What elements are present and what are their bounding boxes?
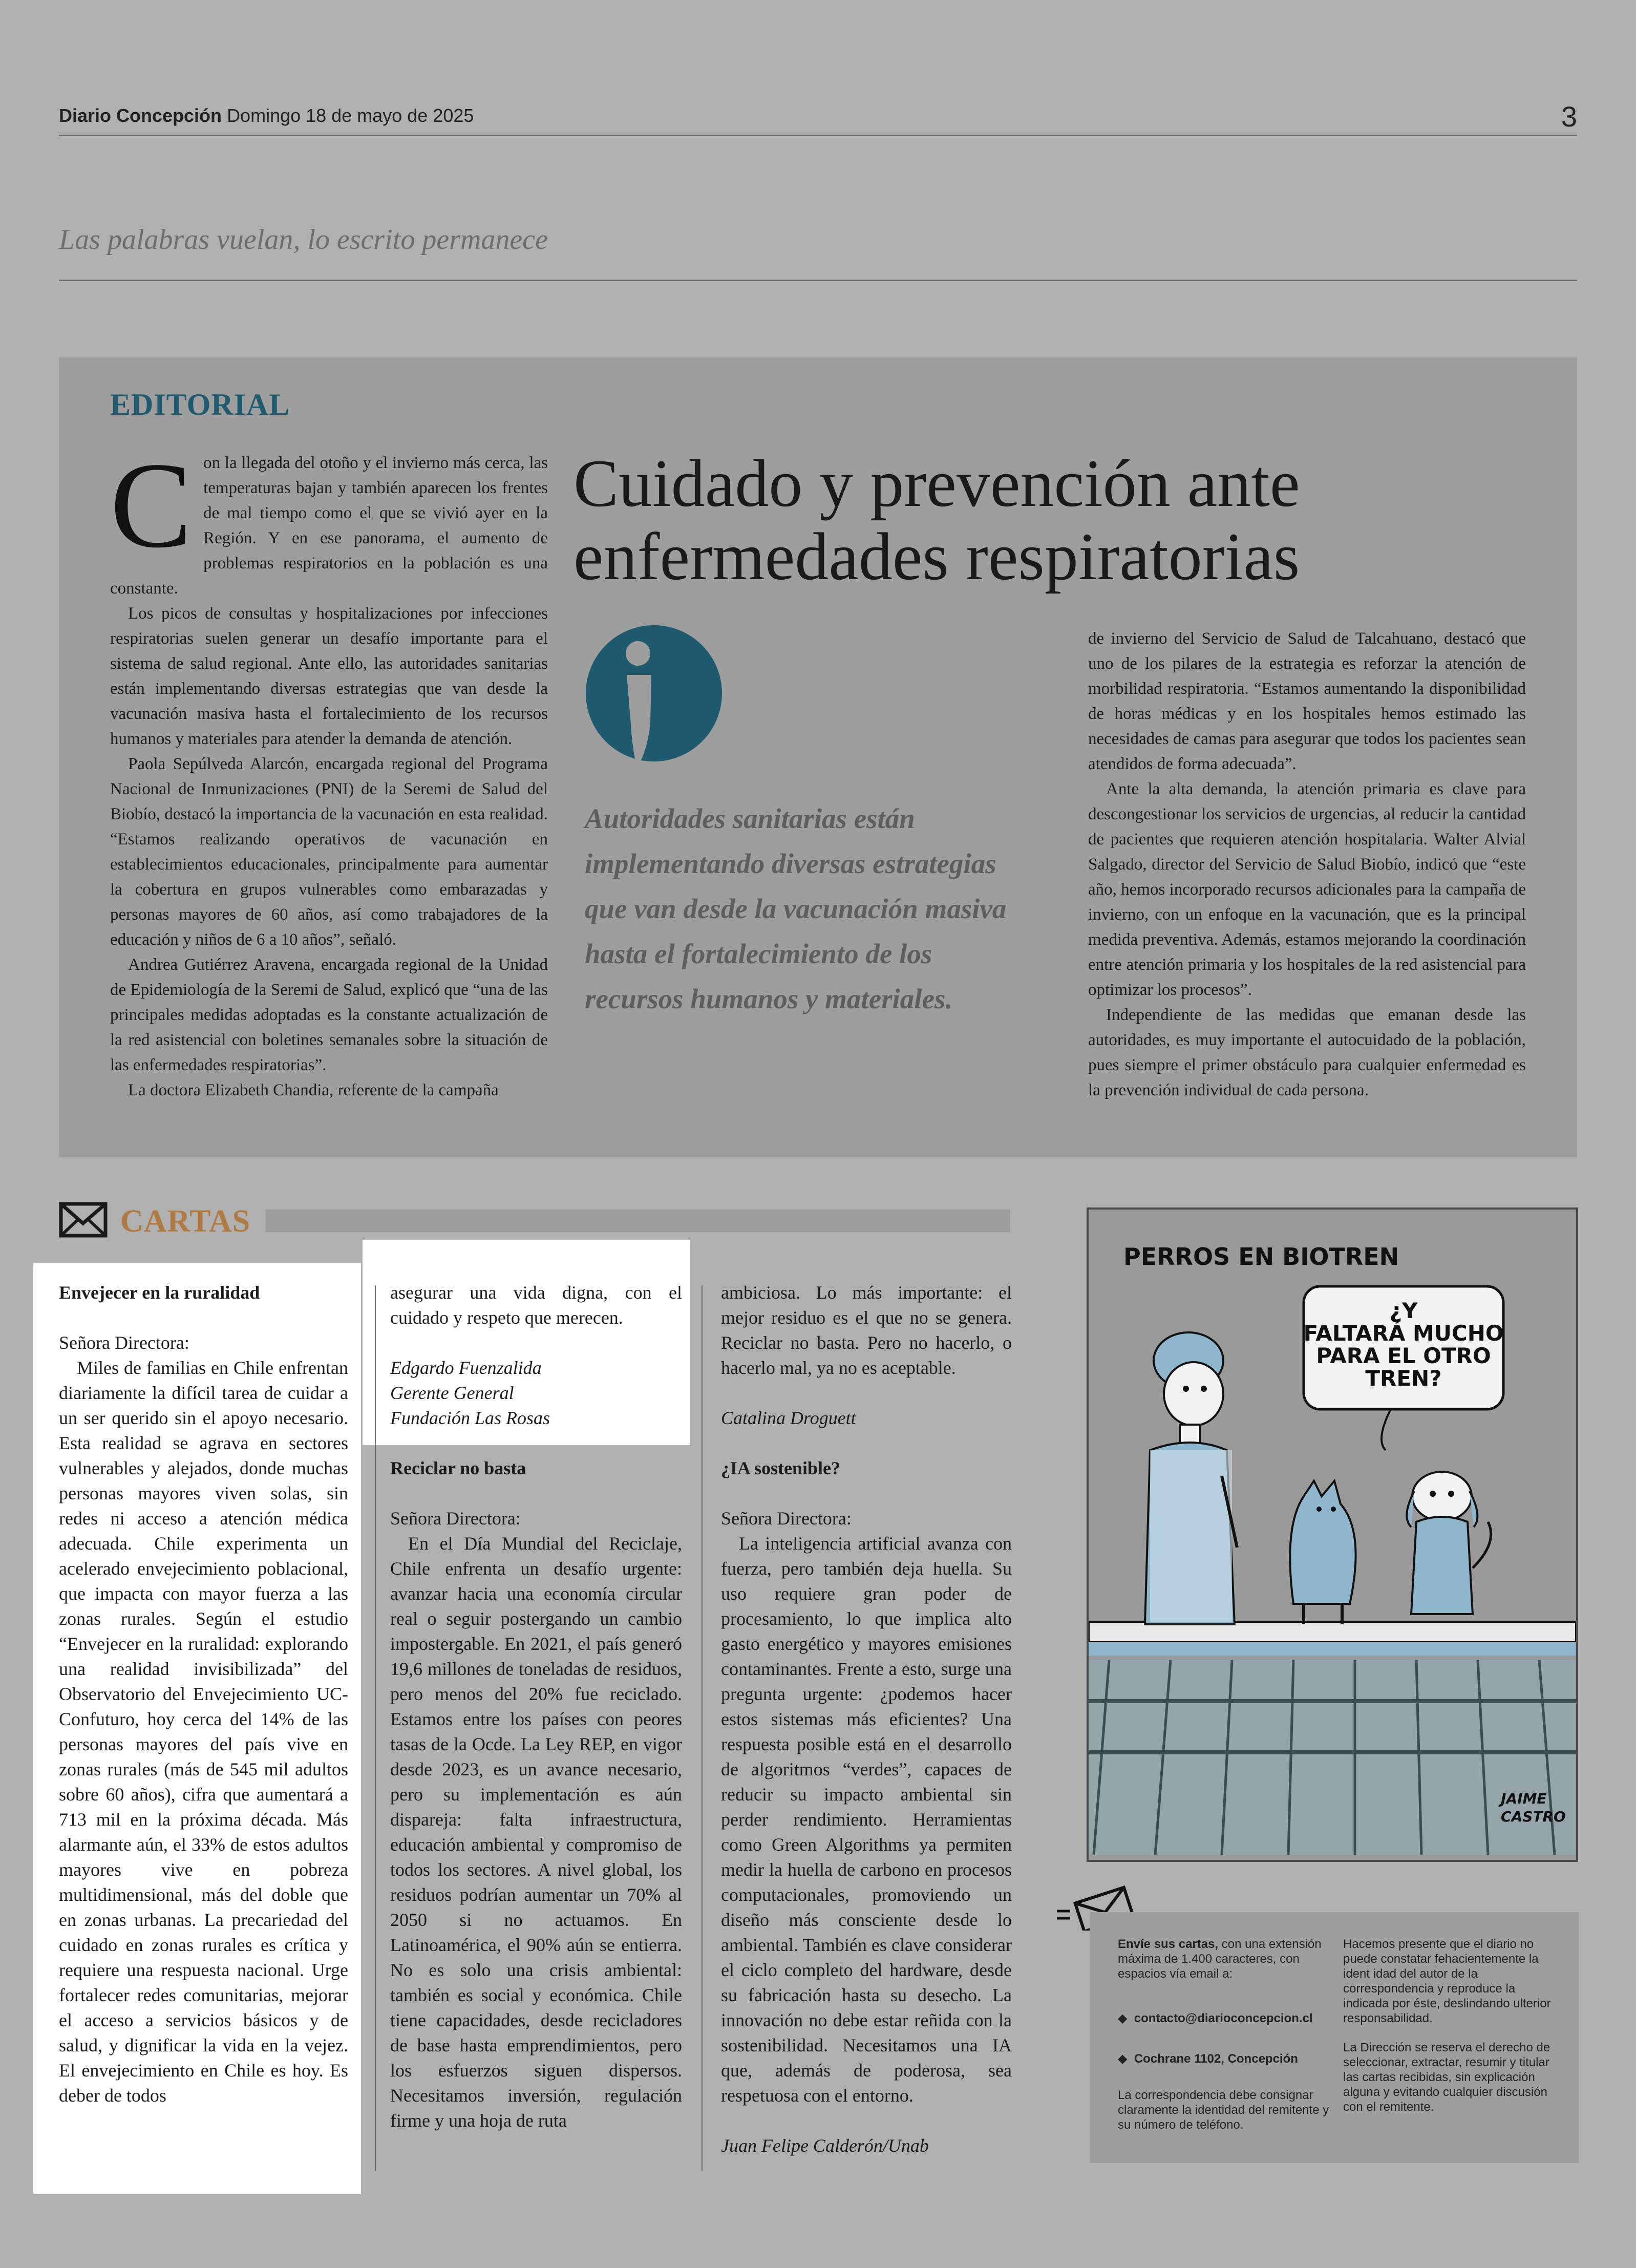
- editorial-paragraph: Ante la alta demanda, la atención primaria es clave para descongestionar los servicios de urgencias, al reducir la cantidad de pacientes que requieren atención hospitalaria. Walter Alvial Salgado, director del Servicio de Salud Biobío, indicó que “este año, hemos incorporado recursos adicionales para la campaña de invierno, con un enfoque en la vacunación, que es la principal medida preventiva. Además, estamos mejorando la coordinación entre atención primaria y los hospitales de la red asistencial para optimizar los procesos”.: [1088, 780, 1526, 999]
- editorial-lead: on la llegada del otoño y el invierno más cerca, las temperaturas bajan y también aparecen los frentes de mal tiempo como el que se vivió ayer en la Región. Y en ese panorama, el aumento de problemas respiratorios en la población es una constante.: [110, 454, 548, 598]
- editorial-paragraph: La doctora Elizabeth Chandia, referente de la campaña: [128, 1081, 499, 1099]
- info-icon: [585, 622, 723, 765]
- cartas-header-bar: [265, 1210, 1010, 1232]
- issue-date: Domingo 18 de mayo de 2025: [227, 105, 474, 126]
- letter-signature-role: Gerente General: [390, 1383, 514, 1403]
- editorial-headline: Cuidado y prevención ante enfermedades respiratorias: [573, 446, 1300, 594]
- speech-bubble-tail: [1382, 1409, 1391, 1450]
- pull-quote: Autoridades sanitarias están implementando diversas estrategias que van desde la vacunación masiva hasta el fortalecimiento de los recursos humanos y materiales.: [585, 803, 1007, 1014]
- contact-intro-bold: Envíe sus cartas,: [1118, 1937, 1219, 1951]
- woman-figure: [1145, 1332, 1237, 1624]
- artist-signature: CASTRO: [1501, 1808, 1566, 1825]
- letter-signature: Edgardo Fuenzalida: [390, 1358, 542, 1378]
- speech-line: FALTARÁ MUCHO: [1303, 1321, 1504, 1346]
- page-number: 3: [1561, 100, 1577, 133]
- disclaimer-paragraph: La Dirección se reserva el derecho de seleccionar, extractar, resumir y titular las cartas recibidas, sin explicación alguna y evitando cualquier discusión con el remitente.: [1343, 2041, 1550, 2114]
- editorial-column-1: [110, 437, 548, 1103]
- letter-body: En el Día Mundial del Reciclaje, Chile enfrenta un desafío urgente: avanzar hacia una economía circular real o seguir postergando un cambio impostergable. En 2021, el país generó 19,6 millones de toneladas de residuos, pero menos del 20% fue reciclado. Estamos entre los países con peores tasas de la Ocde. La Ley REP, en vigor desde 2023, es un avance necesario, pero su implementación es aún dispareja: falta infraestructura, educación ambiental y compromiso de todos los sectores. A nivel global, los residuos podrían aumentar un 70% al 2050 si no actuamos. En Latinoamérica, el 90% aún se entierra. No es solo una crisis ambiental: también es social y económica. Chile tiene capacidades, desde recicladores de base hasta emprendimientos, pero los esfuerzos siguen dispersos. Necesitamos inversión, regulación firme y una hoja de ruta: [390, 1533, 682, 2131]
- speech-line: TREN?: [1365, 1366, 1442, 1391]
- column-divider: [702, 1285, 703, 2171]
- letter-title: ¿IA sostenible?: [721, 1458, 841, 1478]
- letter-title: Reciclar no basta: [390, 1458, 526, 1478]
- letter-salutation: Señora Directora:: [59, 1332, 189, 1353]
- contact-footer-note: La correspondencia debe consignar claramente la identidad del remitente y su número de teléfono.: [1118, 2088, 1329, 2132]
- cartoon-title: PERROS EN BIOTREN: [1123, 1243, 1399, 1270]
- editorial-paragraph: Independiente de las medidas que emanan desde las autoridades, es muy importante el autocuidado de la población, pues siempre el primer obstáculo para cualquier enfermedad es la prevención individual de cada persona.: [1088, 1006, 1526, 1099]
- contact-email[interactable]: ◆ contacto@diarioconcepcion.cl: [1118, 2011, 1313, 2025]
- dog-figure: [1407, 1472, 1491, 1614]
- cartoon-illustration: [1089, 1210, 1576, 1860]
- letter-salutation: Señora Directora:: [721, 1508, 852, 1529]
- column-divider: [375, 1285, 376, 2171]
- letter-continuation: ambiciosa. Lo más importante: el mejor residuo es el que no se genera. Reciclar no basta. Pero no hacerlo, o hacerlo mal, ya no es aceptable.: [721, 1282, 1012, 1378]
- speech-line: ¿Y: [1389, 1298, 1418, 1323]
- page-header: [59, 105, 474, 126]
- contact-address: ◆ Cochrane 1102, Concepción: [1118, 2052, 1298, 2066]
- letter-signature: Juan Felipe Calderón/Unab: [721, 2135, 929, 2156]
- platform-band: [1089, 1642, 1576, 1656]
- contact-disclaimer: [1343, 1937, 1558, 2114]
- editorial-paragraph: de invierno del Servicio de Salud de Talcahuano, destacó que uno de los pilares de la estrategia es reforzar la atención de morbilidad respiratoria. “Estamos aumentando la disponibilidad de horas médicas y en los hospitales hemos estimado las necesidades de camas para asegurar que todos los pacientes sean atendidos de forma adecuada”.: [1088, 629, 1526, 773]
- letter-salutation: Señora Directora:: [390, 1508, 521, 1529]
- artist-signature: JAIME: [1501, 1790, 1547, 1807]
- envelope-icon: [59, 1201, 108, 1239]
- editorial-label: EDITORIAL: [110, 388, 290, 421]
- speech-line: PARA EL OTRO: [1316, 1343, 1491, 1368]
- letter-continuation: asegurar una vida digna, con el cuidado y respeto que merecen.: [390, 1282, 682, 1328]
- contact-instructions: [1118, 1937, 1333, 2132]
- editorial-paragraph: Los picos de consultas y hospitalizaciones por infecciones respiratorias suelen generar un desafío importante para el sistema de salud regional. Ante ello, las autoridades sanitarias están implementando diversas estrategias que van desde la vacunación masiva hasta el fortalecimiento de los recursos humanos y materiales para atender la demanda de atención.: [110, 604, 548, 748]
- paper-name: Diario Concepción: [59, 105, 222, 126]
- letters-column-3: [721, 1280, 1012, 2158]
- letter-signature: Catalina Droguett: [721, 1408, 856, 1428]
- cartas-label: CARTAS: [120, 1204, 251, 1239]
- track-bed: [1089, 1660, 1576, 1855]
- dog-figure: [1290, 1481, 1355, 1624]
- motto-divider: [59, 280, 1577, 281]
- editorial-column-3: [1088, 626, 1526, 1103]
- disclaimer-paragraph: Hacemos presente que el diario no puede constatar fehacientemente la ident idad del autor de la correspondencia y reproduce la indicada por éste, deslindando ulterior responsabilidad.: [1343, 1937, 1551, 2025]
- contact-intro: con una extensión máxima de 1.400 caracteres, con espacios vía email a:: [1118, 1937, 1322, 1981]
- letters-column-2: [390, 1280, 682, 2133]
- section-motto: Las palabras vuelan, lo escrito permanece: [59, 224, 548, 256]
- editorial-paragraph: Paola Sepúlveda Alarcón, encargada regional del Programa Nacional de Inmunizaciones (PNI) de la Seremi de Salud del Biobío, destacó la importancia de la vacunación en esta realidad. “Estamos realizando operativos de vacunación en establecimientos educacionales, principalmente para aumentar la cobertura en grupos vulnerables como embarazadas y personas mayores de 60 años, así como trabajadores de la educación y niños de 6 a 10 años”, señaló.: [110, 755, 548, 949]
- letter-body: Miles de familias en Chile enfrentan diariamente la difícil tarea de cuidar a un ser querido sin el apoyo necesario. Esta realidad se agrava en sectores vulnerables y alejados, donde muchas personas mayores viven solas, sin redes ni acceso a atención médica adecuada. Chile experimenta un acelerado envejecimiento poblacional, que impacta con mayor fuerza a las zonas rurales. Según el estudio “Envejecer en la ruralidad: explorando una realidad invisibilizada” del Observatorio del Envejecimiento UC-Confuturo, hoy cerca del 14% de las personas mayores del país vive en zonas rurales (más de 545 mil adultos sobre 60 años), cifra que aumentará a 713 mil en la próxima década. Más alarmante aún, el 33% de estos adultos mayores vive en pobreza multidimensional, más del doble que en zonas urbanas. La precariedad del cuidado en zonas rurales es crítica y requiere una respuesta nacional. Urge fortalecer redes comunitarias, mejorar el acceso a servicios básicos y de salud, y dignificar la vida en la vejez. El envejecimiento en Chile es hoy. Es deber de todos: [59, 1358, 348, 2106]
- letter-title: Envejecer en la ruralidad: [59, 1282, 260, 1303]
- header-divider: [59, 135, 1577, 136]
- letter-signature-org: Fundación Las Rosas: [390, 1408, 550, 1428]
- letter-body: La inteligencia artificial avanza con fuerza, pero también deja huella. Su uso requiere gran poder de procesamiento, lo que implica alto gasto energético y mayores emisiones contaminantes. Frente a esto, surge una pregunta urgente: ¿podemos hacer estos sistemas más eficientes? Una respuesta posible está en el desarrollo de algoritmos “verdes”, capaces de reducir su impacto ambiental sin perder rendimiento. Herramientas como Green Algorithms ya permiten medir la huella de carbono en procesos computacionales, promoviendo un diseño más consciente desde lo ambiental. También es clave considerar el ciclo completo del hardware, desde su fabricación hasta su desecho. La innovación no debe estar reñida con la sostenibilidad. Necesitamos una IA que, además de poderosa, sea respetuosa con el entorno.: [721, 1533, 1012, 2106]
- drop-cap: C: [110, 437, 193, 573]
- editorial-paragraph: Andrea Gutiérrez Aravena, encargada regional de la Unidad de Epidemiología de la Seremi de Salud, explicó que “una de las principales medidas adoptadas es la constante actualización de la red asistencial con boletines semanales sobre la situación de las enfermedades respiratorias”.: [110, 956, 548, 1074]
- letter-envejecer: [59, 1280, 348, 2108]
